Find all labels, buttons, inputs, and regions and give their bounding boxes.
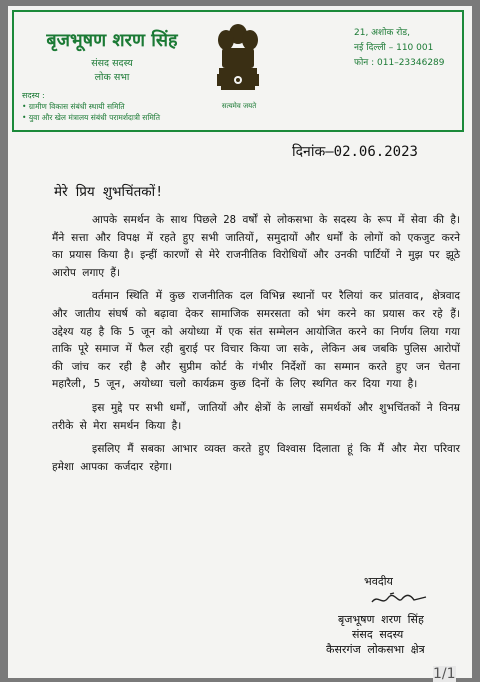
signatory-name: बृजभूषण शरण सिंह <box>338 613 424 626</box>
committee-list <box>22 101 160 123</box>
signatory-title: संसद सदस्य <box>352 628 404 641</box>
member-label: सदस्य : <box>22 91 45 100</box>
letterhead-house: लोक सभा <box>94 72 130 83</box>
committee-item: • युवा और खेल मंत्रालय संबंधी परामर्शदात्री समिति <box>22 112 160 123</box>
closing: भवदीय <box>364 575 393 588</box>
letterhead-designation: संसद सदस्य <box>91 58 133 69</box>
letter-page <box>8 6 472 682</box>
body-paragraph: आपके समर्थन के साथ पिछले 28 वर्षों से लोकसभा के सदस्य के रूप में सेवा की है। मैंने सत्ता और विपक्ष में रहते हुए सभी जातियों, समुदायों और धर्मों के लोगों को एकजुट करने का प्रयास किया है। इन्हीं कारणों से मेरे राजनीतिक विरोधियों और उनकी पार्टियों ने मुझ पर झूठे आरोप लगाए हैं। <box>52 214 460 279</box>
phone-number: फोन : 011–23346289 <box>354 58 445 68</box>
letter-date: दिनांक–02.06.2023 <box>292 144 418 160</box>
letter-body <box>52 212 460 482</box>
committee-item: • ग्रामीण विकास संबंधी स्थायी समिति <box>22 101 160 112</box>
page-indicator: 1/1 <box>433 666 456 682</box>
body-paragraph: इस मुद्दे पर सभी धर्मों, जातियों और क्षेत्रों के लाखों समर्थकों और शुभचिंतकों ने विनम्र तरीके से मेरा समर्थन किया है। <box>52 401 460 432</box>
national-emblem-icon <box>212 20 264 100</box>
letterhead-name: बृजभूषण शरण सिंह <box>46 30 178 51</box>
salutation: मेरे प्रिय शुभचिंतकों! <box>54 184 164 200</box>
body-paragraph: इसलिए मैं सबका आभार व्यक्त करते हुए विश्वास दिलाता हूं कि मैं और मेरा परिवार हमेशा आपका कर्जदार रहेगा। <box>52 443 460 473</box>
address-line: 21, अशोक रोड, <box>354 28 410 38</box>
emblem-motto: सत्यमेव जयते <box>221 102 257 110</box>
signatory-constituency: कैसरगंज लोकसभा क्षेत्र <box>326 643 425 656</box>
body-paragraph: वर्तमान स्थिति में कुछ राजनीतिक दल विभिन्न स्थानों पर रैलियां कर प्रांतवाद, क्षेत्रवाद और जातीय संघर्ष को बढ़ावा देकर सामाजिक समरसता को भंग करने का प्रयास कर रहे हैं। उद्देश्य यह है कि 5 जून को अयोध्या में एक संत सम्मेलन आयोजित करने का निर्णय लिया गया ताकि पूरे समाज में फैल रही बुराई पर विचार किया जा सके, लेकिन अब जबकि पुलिस आरोपों की जांच कर रही है और सुप्रीम कोर्ट के गंभीर निर्देशों का सम्मान करते हुए जन चेतना महारैली, 5 जून, अयोध्या चलो कार्यक्रम कुछ दिनों के लिए स्थगित कर दिया गया है। <box>52 290 460 391</box>
address-line: नई दिल्ली – 110 001 <box>354 43 434 53</box>
handwritten-signature <box>370 590 430 608</box>
letterhead-address <box>354 26 445 71</box>
